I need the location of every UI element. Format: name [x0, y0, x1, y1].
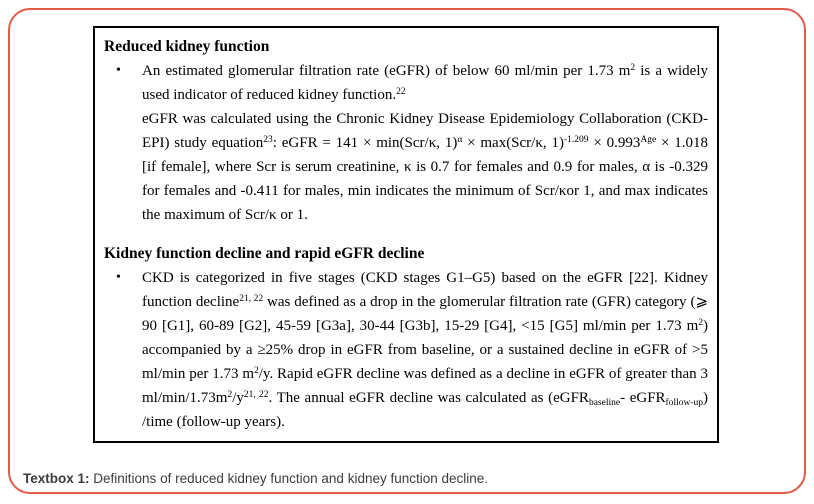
definition-section: [102, 242, 708, 434]
paragraph-text: eGFR was calculated using the Chronic Kidney Disease Epidemiology Collaboration (CKD-EPI) study equation$^{23}$: eGFR = 141 × min(Scr/κ, 1)$^\alpha$ × max(Scr/κ, $1)^{-1.209} \times 0.993^{Age} \times 1.018$ [if female], where Scr is serum creatinine, κ is 0.7 for females and 0.9 for males, α is -0.329 for females and -0.411 for males, min indicates the minimum of Scr/κor 1, and max indicates the maximum of Scr/κ or 1.: [142, 111, 708, 223]
definition-paragraph: [102, 59, 708, 107]
bullet-icon: •: [116, 63, 121, 78]
paragraph-text: CKD is categorized in five stages (CKD stages G1–G5) based on the eGFR [22]. Kidney function decline$^{21, 22}$ was defined as a drop in the glomerular filtration rate (GFR) category (⩾ 90 [G1], 60-89 [G2], 45-59 [G3a], 30-44 [G3b], 15-29 [G4], <15 [G5] ml/min per 1.73 $m^2$) accompanied by a ≥25% drop in eGFR from baseline, or a sustained decline in eGFR of >5 ml/min per 1.73 $m^2/y$. Rapid eGFR decline was defined as a decline in eGFR of greater than 3 $ml/\min/1.73m^2/y^{21, 22}$. The annual eGFR decline was calculated as (eGFR$_{baseline}$- eGFR$_{follow-up}$) /time (follow-up years).: [142, 270, 709, 430]
section-heading: Reduced kidney function: [104, 38, 270, 55]
definitions-textbox: [93, 26, 719, 443]
figure-caption: [23, 470, 793, 488]
caption-text: Definitions of reduced kidney function and kidney function decline.: [93, 470, 489, 486]
caption-label: Textbox 1:: [23, 470, 90, 486]
definition-paragraph: [102, 107, 708, 227]
definition-section: [102, 35, 708, 227]
paragraph-text: An estimated glomerular filtration rate (eGFR) of below 60 ml/min per 1.73 $m^2$ is a widely used indicator of reduced kidney function.$^{22}$: [142, 63, 708, 103]
definition-paragraph: [102, 266, 708, 434]
section-heading: Kidney function decline and rapid eGFR decline: [104, 245, 425, 262]
bullet-icon: •: [116, 270, 121, 285]
textbox-body: [102, 35, 708, 434]
